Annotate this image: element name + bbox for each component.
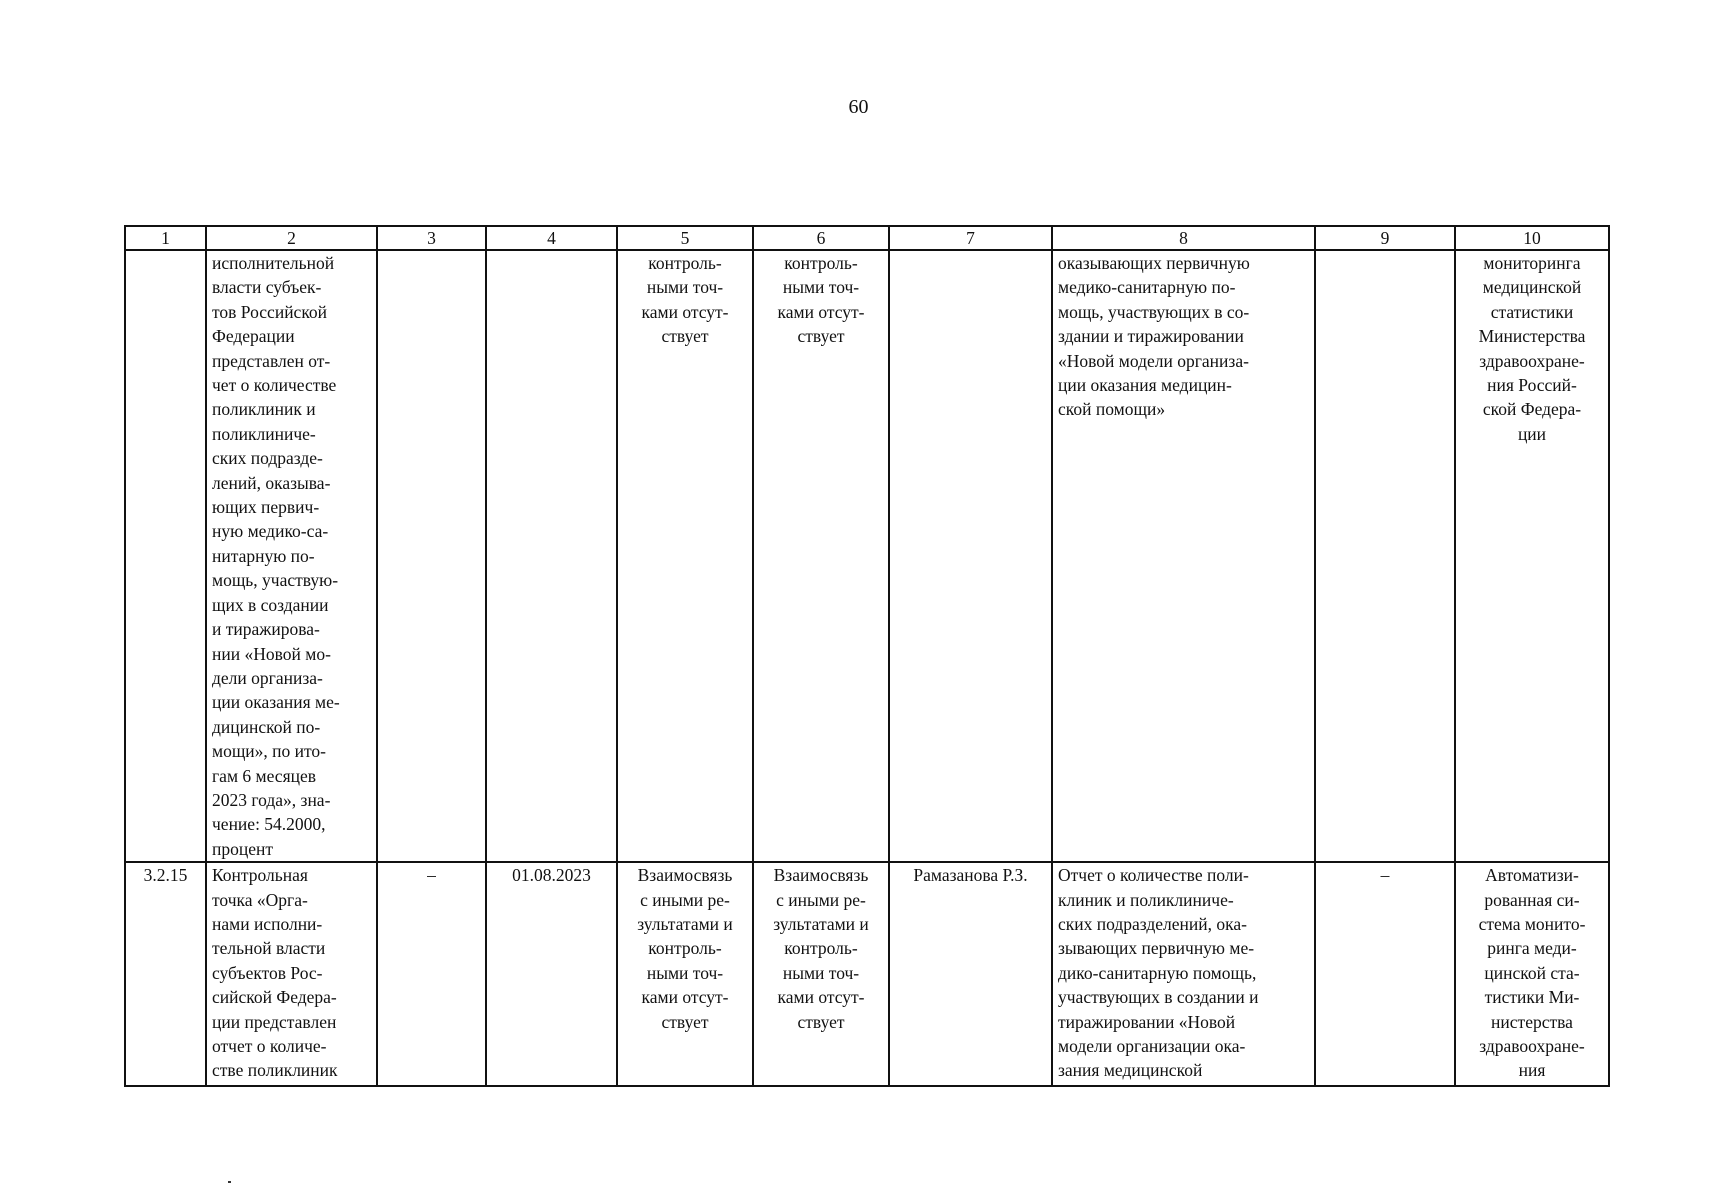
relation-cell: контроль- ными точ- ками отсут- ствует [617,250,753,862]
column-number: 1 [125,226,206,250]
responsible-cell: Рамазанова Р.З. [889,862,1052,1086]
column-number: 5 [617,226,753,250]
row-number-cell [125,250,206,862]
column-number: 4 [486,226,617,250]
cell-col9 [1315,250,1455,862]
column-number-row [125,226,1609,250]
description-cell: исполнительной власти субъек- тов Российской Федерации представлен от- чет о количестве поликлиник и поликлиниче- ских подразде- лений, оказыва- ющих первич- ную медико-са- нитарную по- мощь, участвую- щих в создании и тиражирова- нии «Новой мо- дели организа- ции оказания ме- дицинской по- мощи», по ито- гам 6 месяцев 2023 года», зна- чение: 54.2000, процент [206,250,377,862]
date-cell: 01.08.2023 [486,862,617,1086]
relation-cell: Взаимосвязь с иными ре- зультатами и контроль- ными точ- ками отсут- ствует [753,862,889,1086]
document-cell: оказывающих первичную медико-санитарную по- мощь, участвующих в со- здании и тиражировании «Новой модели организа- ции оказания медицин- ской помощи» [1052,250,1315,862]
date-cell [486,250,617,862]
page-number: 60 [848,96,869,118]
column-number: 3 [377,226,486,250]
system-cell: мониторинга медицинской статистики Министерства здравоохране- ния Россий- ской Федера- ции [1455,250,1609,862]
table-row [125,250,1609,862]
column-number: 2 [206,226,377,250]
cell-col3 [377,250,486,862]
cell-col3: – [377,862,486,1086]
relation-cell: Взаимосвязь с иными ре- зультатами и контроль- ными точ- ками отсут- ствует [617,862,753,1086]
row-number-cell: 3.2.15 [125,862,206,1086]
responsible-cell [889,250,1052,862]
table-row [125,862,1609,1086]
scan-artifact [228,1181,231,1183]
relation-cell: контроль- ными точ- ками отсут- ствует [753,250,889,862]
description-cell: Контрольная точка «Орга- нами исполни- тельной власти субъектов Рос- сийской Федера- ции представлен отчет о количе- стве поликлиник [206,862,377,1086]
column-number: 9 [1315,226,1455,250]
column-number: 10 [1455,226,1609,250]
document-cell: Отчет о количестве поли- клиник и поликлиниче- ских подразделений, ока- зывающих первичную ме- дико-санитарную помощь, участвующих в создании и тиражировании «Новой модели организации ока- зания медицинской [1052,862,1315,1086]
column-number: 6 [753,226,889,250]
cell-col9: – [1315,862,1455,1086]
system-cell: Автоматизи- рованная си- стема монито- ринга меди- цинской ста- тистики Ми- нистерства здравоохране- ния [1455,862,1609,1086]
column-number: 7 [889,226,1052,250]
plan-table [124,225,1610,1087]
column-number: 8 [1052,226,1315,250]
